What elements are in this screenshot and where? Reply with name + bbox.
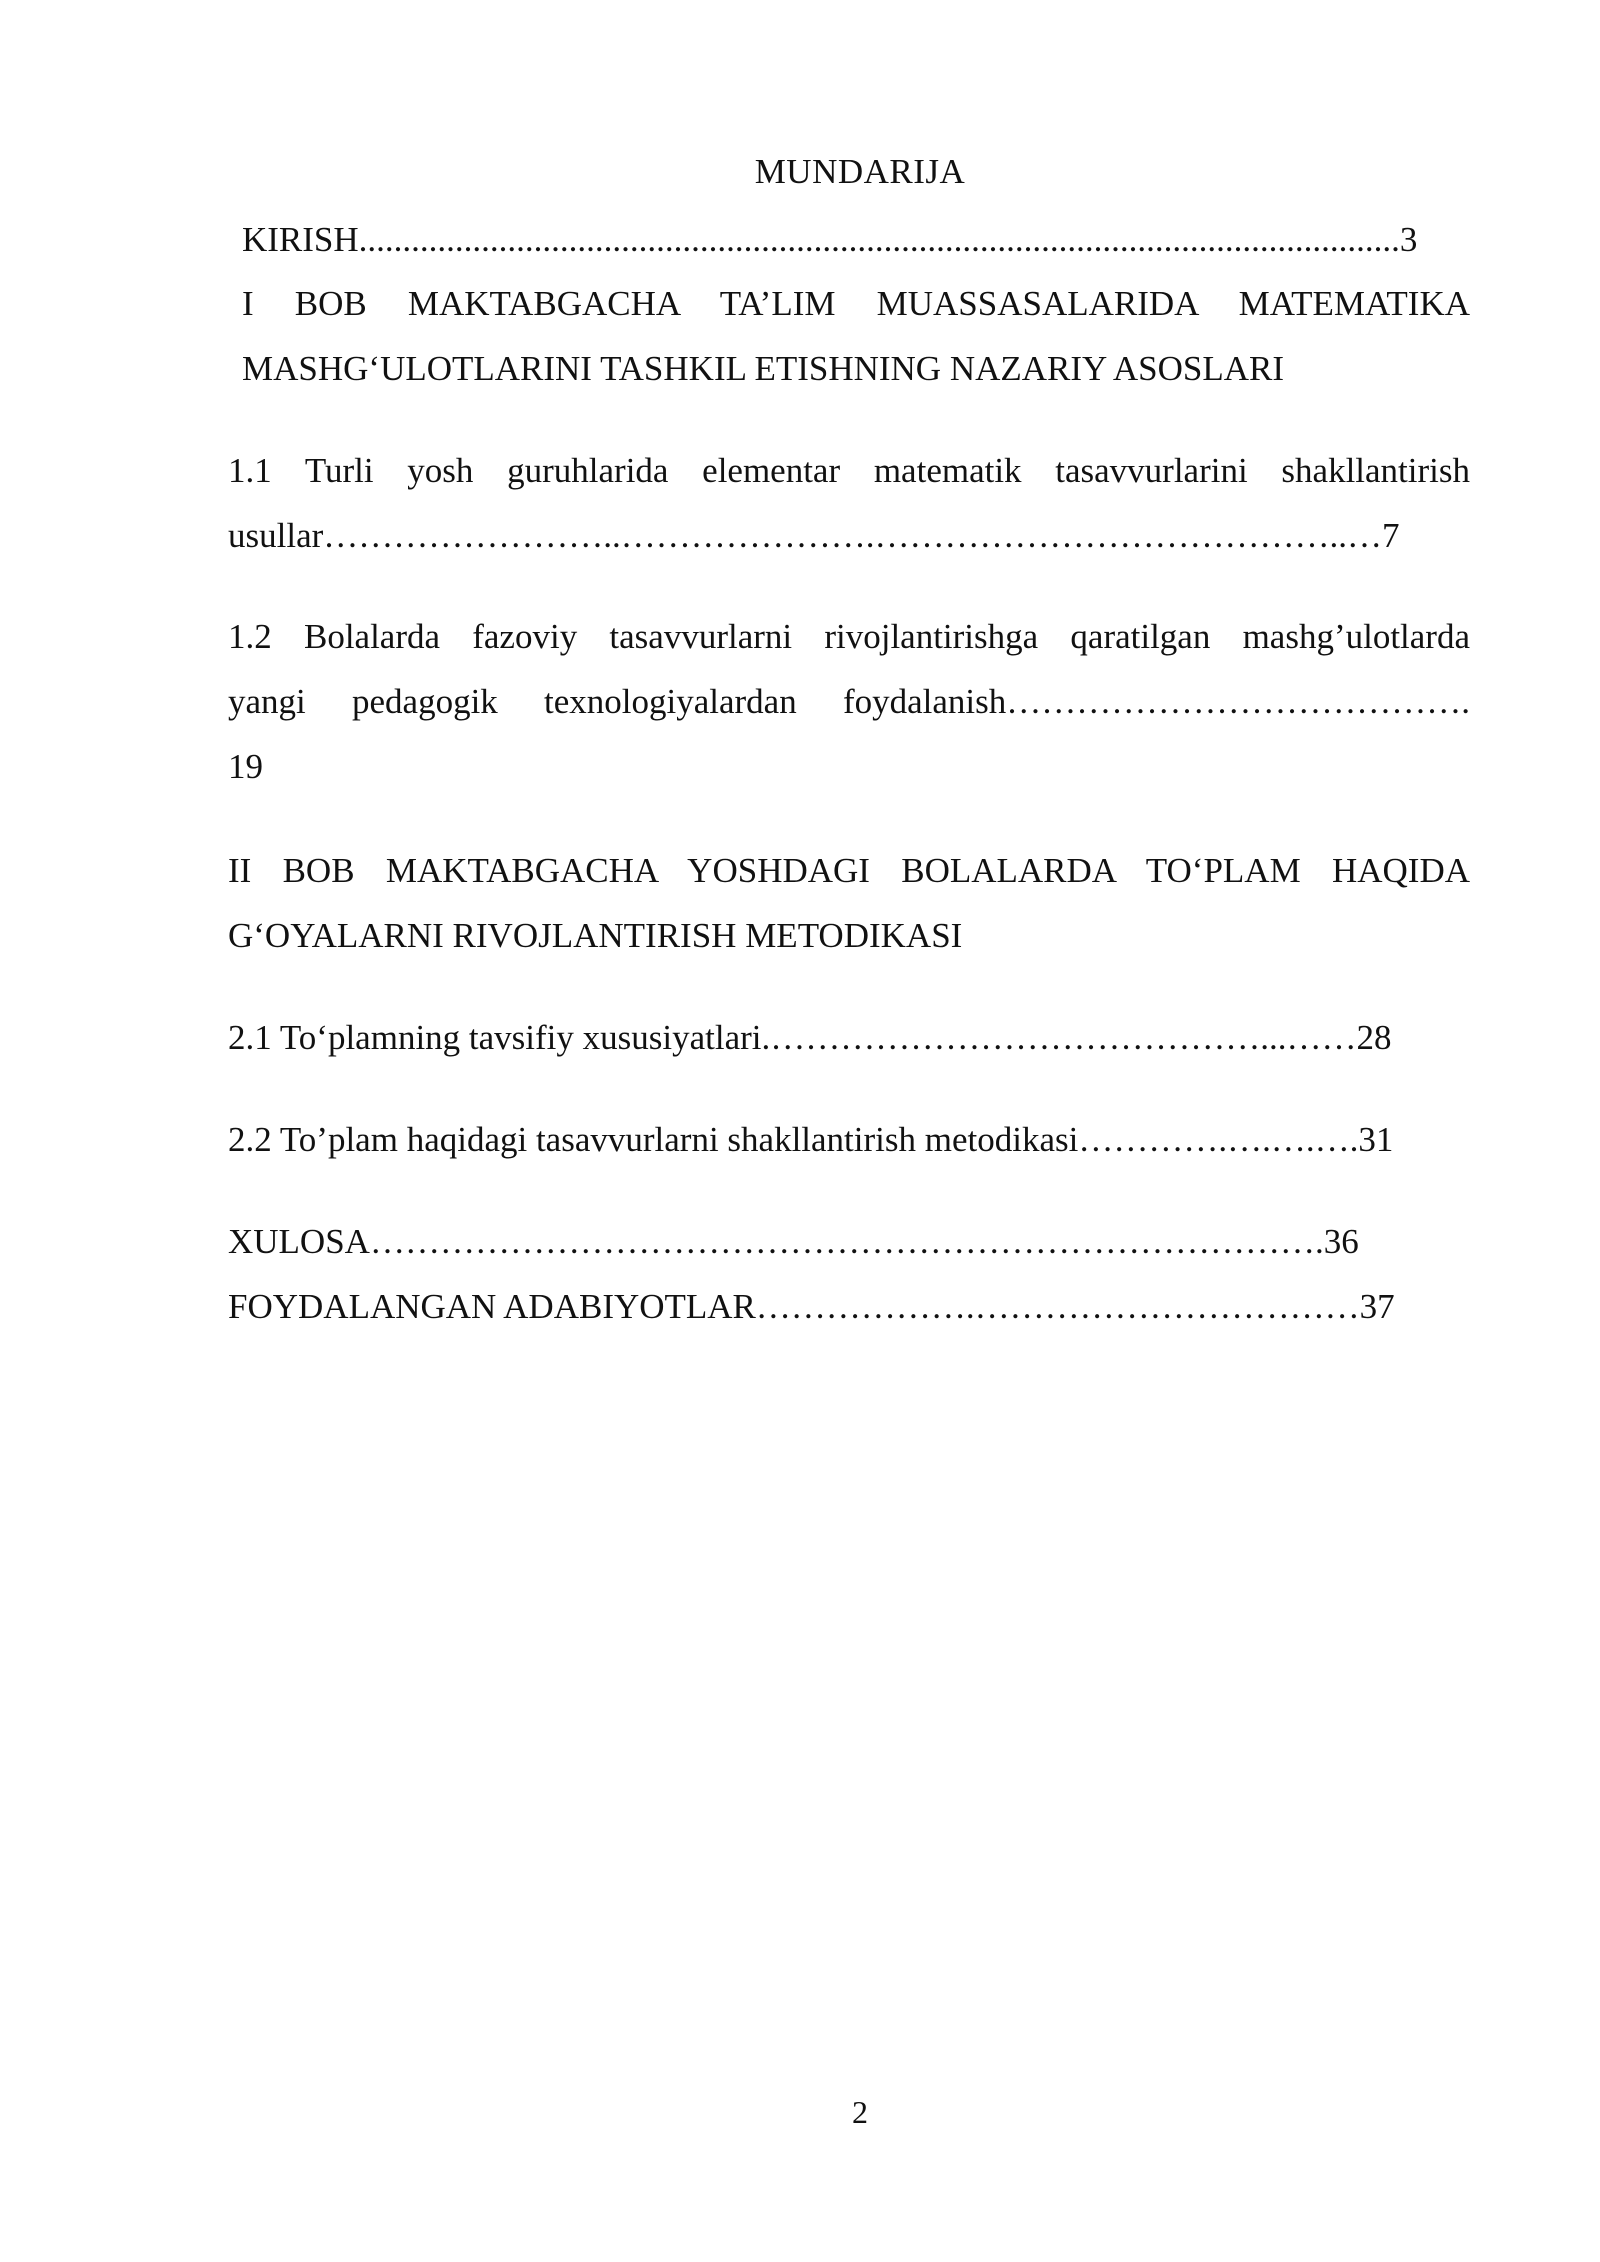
toc-entry-adabiyotlar bbox=[228, 1275, 1470, 1339]
toc-chapter-2-line-2: G‘OYALARNI RIVOJLANTIRISH METODIKASI bbox=[228, 916, 963, 955]
toc-entry-adabiyotlar-text: FOYDALANGAN ADABIYOTLAR……………….……………………………37 bbox=[228, 1287, 1395, 1326]
toc-section-1-1-line-1: 1.1 Turli yosh guruhlarida elementar matematik tasavvurlarini shakllantirish bbox=[228, 451, 1470, 490]
toc-entry-xulosa-text: XULOSA……………………………………………………………………….36 bbox=[228, 1222, 1359, 1261]
toc-entry-kirish bbox=[242, 208, 1468, 272]
toc-entry-xulosa bbox=[228, 1210, 1470, 1274]
toc-section-2-1-text: 2.1 To‘plamning tavsifiy xususiyatlari.……………………………………...……28 bbox=[228, 1018, 1392, 1057]
toc-section-1-2-line-1: 1.2 Bolalarda fazoviy tasavvurlarni rivojlantirishga qaratilgan mashg’ulotlarda bbox=[228, 617, 1470, 656]
toc-chapter-1-line-2: MASHG‘ULOTLARINI TASHKIL ETISHNING NAZARIY ASOSLARI bbox=[242, 349, 1284, 388]
toc-section-2-2-text: 2.2 To’plam haqidagi tasavvurlarni shakllantirish metodikasi………….….….….31 bbox=[228, 1120, 1394, 1159]
toc-chapter-1 bbox=[242, 271, 1470, 401]
page-title: MUNDARIJA bbox=[754, 152, 966, 191]
toc-section-1-1 bbox=[228, 438, 1470, 568]
toc-chapter-2 bbox=[228, 838, 1470, 968]
toc-entry-kirish-text: KIRISH.......................................................................................................................3 bbox=[242, 220, 1418, 259]
toc-section-1-2-line-3: 19 bbox=[228, 747, 263, 786]
toc-chapter-1-line-1: I BOB MAKTABGACHA TA’LIM MUASSASALARIDA MATEMATIKA bbox=[242, 284, 1470, 323]
toc-chapter-2-line-1: II BOB MAKTABGACHA YOSHDAGI BOLALARDA TO‘PLAM HAQIDA bbox=[228, 851, 1470, 890]
toc-section-1-2 bbox=[228, 604, 1470, 799]
toc-section-1-1-line-2: usullar……………………..………………….…………………………………..…7 bbox=[228, 516, 1400, 555]
toc-section-2-1 bbox=[228, 1006, 1470, 1070]
toc-section-1-2-line-2: yangi pedagogik texnologiyalardan foydalanish…………………………………. bbox=[228, 682, 1470, 721]
toc-section-2-2 bbox=[228, 1108, 1470, 1172]
page-number: 2 bbox=[852, 2094, 868, 2130]
